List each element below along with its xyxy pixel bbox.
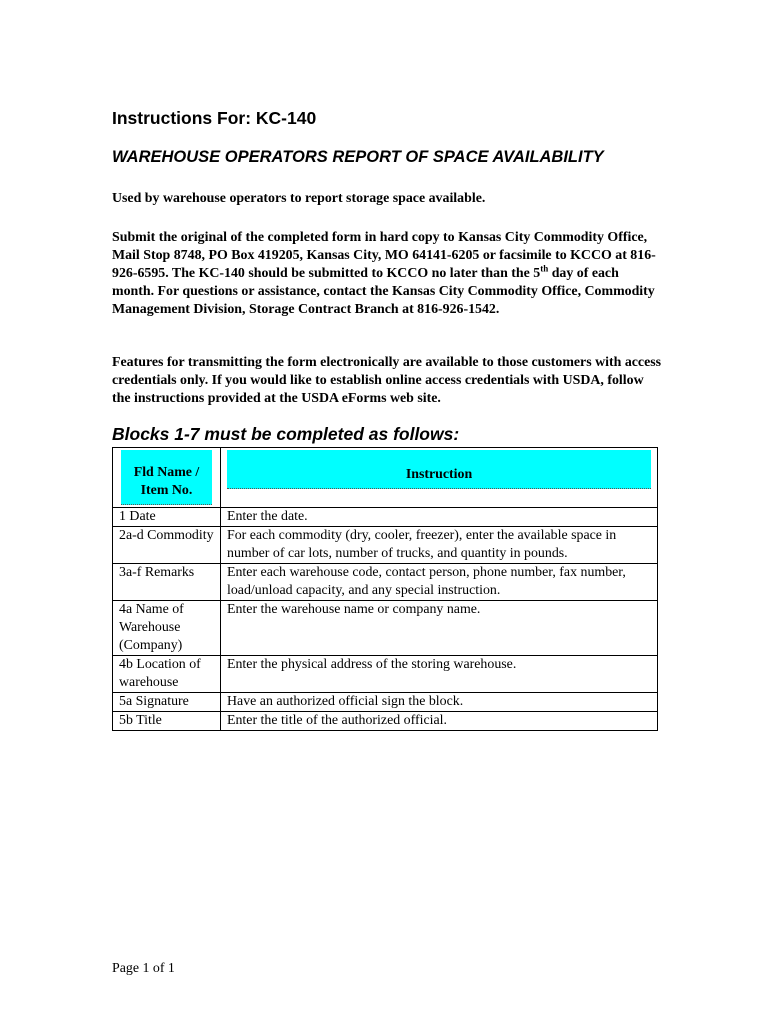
header-instruction-label: Instruction xyxy=(227,450,651,489)
table-row xyxy=(113,693,658,712)
submission-paragraph xyxy=(112,229,662,319)
instruction-cell: Have an authorized official sign the block. xyxy=(221,693,658,712)
instruction-cell: Enter each warehouse code, contact person, phone number, fax number, load/unload capacity, and any special instruction. xyxy=(221,564,658,601)
instructions-table xyxy=(112,447,658,731)
document-subtitle: WAREHOUSE OPERATORS REPORT OF SPACE AVAILABILITY xyxy=(112,148,604,166)
instruction-cell: Enter the physical address of the storing warehouse. xyxy=(221,656,658,693)
table-row xyxy=(113,656,658,693)
purpose-paragraph: Used by warehouse operators to report storage space available. xyxy=(112,191,486,206)
field-cell: 5b Title xyxy=(113,712,221,731)
instruction-cell: Enter the warehouse name or company name. xyxy=(221,601,658,656)
header-field-label: Fld Name / Item No. xyxy=(121,450,212,505)
field-cell: 4b Location of warehouse xyxy=(113,656,221,693)
table-row xyxy=(113,564,658,601)
ordinal-superscript: th xyxy=(540,263,549,274)
instruction-cell: For each commodity (dry, cooler, freezer), enter the available space in number of car lots, number of trucks, and quantity in pounds. xyxy=(221,527,658,564)
page-number: Page 1 of 1 xyxy=(112,961,175,976)
table-row xyxy=(113,601,658,656)
table-row xyxy=(113,527,658,564)
document-title: Instructions For: KC-140 xyxy=(112,108,317,128)
submission-text-2: day of each month. For questions or assistance, contact the Kansas City Commodity Office, Commodity Management Division, Storage Contract Branch at 816-926-1542. xyxy=(112,266,655,317)
header-cell-field xyxy=(113,448,221,508)
blocks-heading: Blocks 1-7 must be completed as follows: xyxy=(112,424,460,444)
table-header-row xyxy=(113,448,658,508)
electronic-paragraph: Features for transmitting the form electronically are available to those customers with access credentials only. If you would like to establish online access credentials with USDA, follow the instructions provided at the USDA eForms web site. xyxy=(112,355,662,406)
field-cell: 1 Date xyxy=(113,508,221,527)
instruction-cell: Enter the title of the authorized official. xyxy=(221,712,658,731)
field-cell: 2a-d Commodity xyxy=(113,527,221,564)
table-row xyxy=(113,712,658,731)
submission-text-1: Submit the original of the completed form in hard copy to Kansas City Commodity Office, Mail Stop 8748, PO Box 419205, Kansas City, MO 64141-6205 or facsimile to KCCO at 816-926-6595. The KC-140 should be submitted to KCCO no later than the 5 xyxy=(112,230,656,281)
field-cell: 3a-f Remarks xyxy=(113,564,221,601)
field-cell: 5a Signature xyxy=(113,693,221,712)
instruction-cell: Enter the date. xyxy=(221,508,658,527)
table-row xyxy=(113,508,658,527)
header-cell-instruction xyxy=(221,448,658,508)
field-cell: 4a Name of Warehouse (Company) xyxy=(113,601,221,656)
